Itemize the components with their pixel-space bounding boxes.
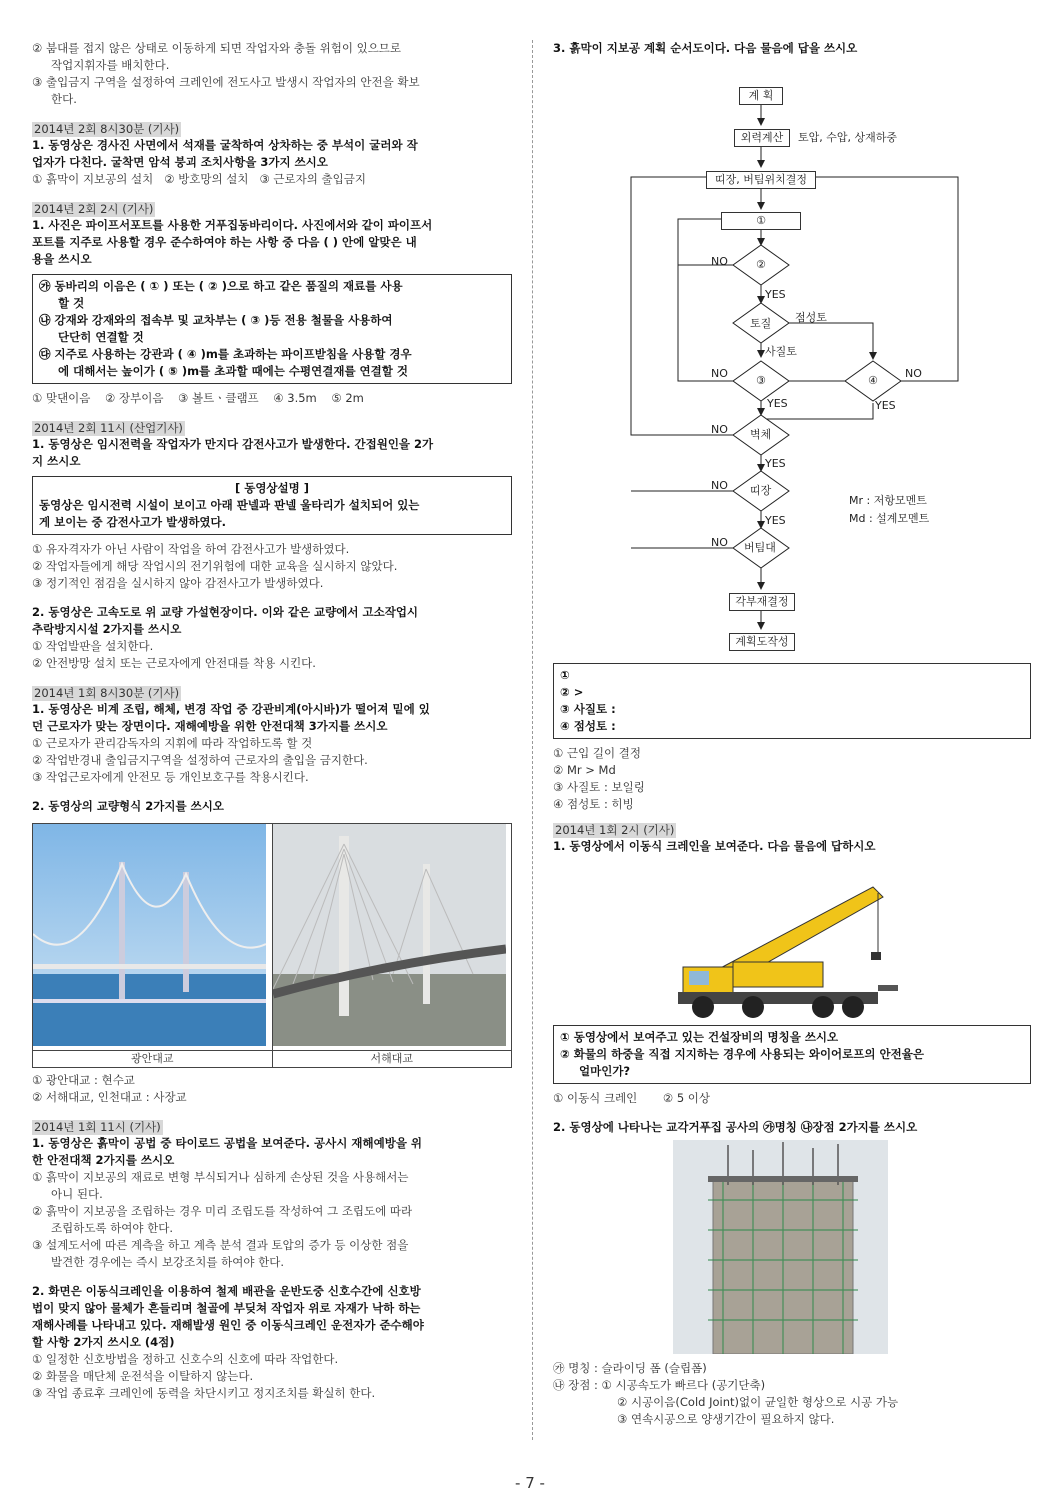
left-column [32, 40, 512, 1402]
answer-text: ① 유자격자가 아닌 사람이 작업을 하여 감전사고가 발생하였다. [32, 542, 350, 556]
answer-text: 발견한 경우에는 즉시 보강조치를 하여야 한다. [51, 1255, 285, 1269]
flow-members: 각부재결정 [729, 593, 795, 611]
flow-wale: 띠장 [750, 484, 772, 497]
slip-form-pier-image [553, 1140, 1031, 1354]
flowchart [553, 59, 1031, 651]
mobile-crane-image [553, 859, 1031, 1019]
answer-text: ② 작업자들에게 해당 작업시의 전기위험에 대한 교육을 실시하지 않았다. [32, 559, 398, 573]
flow-calc: 외력계산 [734, 129, 790, 147]
section-header: 2014년 1회 11시 (기사) [34, 1120, 161, 1134]
answer-text: ① 흙막이 지보공의 설치 ② 방호망의 설치 ③ 근로자의 출입금지 [32, 172, 366, 186]
question-text: 2. 화면은 이동식크레인을 이용하여 철제 배관을 운반도중 신호수간에 신호방 [32, 1284, 421, 1298]
flow-yes: YES [767, 397, 788, 410]
answer-text: ① 흙막이 지보공의 재료로 변형 부식되거나 심하게 손상된 것을 사용해서는 [32, 1170, 409, 1184]
question-text: 1. 동영상은 흙막이 공법 중 타이로드 공법을 보여준다. 공사시 재해예방을 위 [32, 1136, 423, 1150]
box-line: 할 것 [58, 296, 85, 310]
flow-step4: ④ [868, 374, 878, 387]
answer-text: ② 작업반경내 출입금지구역을 설정하여 근로자의 출입을 금지한다. [32, 753, 368, 767]
answer-text: ② 서해대교, 인천대교 : 사장교 [32, 1090, 187, 1104]
flow-no: NO [711, 536, 728, 549]
answer-text: ① 작업발판을 설치한다. [32, 639, 154, 653]
intro-line: ② 붐대를 접지 않은 상태로 이동하게 되면 작업자와 충돌 위험이 있으므로 [32, 41, 402, 55]
answer-text: ② 화물을 매단체 운전석을 이탈하지 않는다. [32, 1369, 254, 1383]
page-number: - 7 - [515, 1474, 545, 1492]
flow-yes: YES [765, 457, 786, 470]
box-line: 에 대해서는 높이가 ( ⑤ )m를 초과할 때에는 수평연결재를 연결할 것 [58, 364, 408, 378]
box-line: 단단히 연결할 것 [58, 330, 144, 344]
flow-yes: YES [765, 514, 786, 527]
flow-sand: 사질토 [765, 345, 797, 358]
question-text: 용을 쓰시오 [32, 252, 92, 266]
question-text: 지 쓰시오 [32, 454, 81, 468]
answer-blank-box [553, 663, 1031, 739]
description-box [32, 476, 512, 535]
flow-no: NO [711, 479, 728, 492]
answer-text: ① 이동식 크레인 ② 5 이상 [553, 1091, 711, 1105]
question-text: 재해사례를 나타내고 있다. 재해발생 원인 중 이동식크레인 운전자가 준수해야 [32, 1318, 424, 1332]
box-line: ① [560, 668, 570, 682]
answer-text: ① 광안대교 : 현수교 [32, 1073, 135, 1087]
photo-seohae [273, 824, 512, 1067]
section-header: 2014년 1회 8시30분 (기사) [34, 686, 180, 700]
box-line: ㉯ 강재와 강재와의 접속부 및 교차부는 ( ③ )등 전용 철물을 사용하여 [39, 313, 393, 327]
box-line: ① 동영상에서 보여주고 있는 건설장비의 명칭을 쓰시오 [560, 1030, 839, 1044]
suspension-bridge-image [33, 824, 266, 1046]
intro-line: 작업지휘자를 배치한다. [51, 58, 170, 72]
answer-text: ① 맞댄이음 ② 장부이음 ③ 볼트ㆍ클램프 ④ 3.5m ⑤ 2m [32, 391, 364, 405]
flow-calc-note: 토압, 수압, 상재하중 [798, 131, 897, 144]
question-text: 1. 사진은 파이프서포트를 사용한 거푸집동바리이다. 사진에서와 같이 파이프서 [32, 218, 433, 232]
question-text: 업자가 다친다. 굴착면 암석 붕괴 조치사항을 3가지 쓰시오 [32, 155, 328, 169]
question-text: 1. 동영상에서 이동식 크레인을 보여준다. 다음 물음에 답하시오 [553, 839, 876, 853]
answer-text: 조립하도록 하여야 한다. [51, 1221, 174, 1235]
answer-text: 아니 된다. [51, 1187, 103, 1201]
box-line: ㉮ 동바리의 이음은 ( ① ) 또는 ( ② )으로 하고 같은 품질의 재료를 사용 [39, 279, 403, 293]
section-header: 2014년 1회 2시 (기사) [555, 823, 675, 837]
photo-gwangan [33, 824, 273, 1067]
answer-text: ③ 정기적인 점검을 실시하지 않아 감전사고가 발생하였다. [32, 576, 324, 590]
answer-text: ① 근입 길이 결정 [553, 746, 641, 760]
intro-line: ③ 출입금지 구역을 설정하여 크레인에 전도사고 발생시 작업자의 안전을 확보 [32, 75, 420, 89]
answer-text: ㉯ 장점 : ① 시공속도가 빠르다 (공기단축) [553, 1378, 766, 1392]
answer-text: ② 안전방망 설치 또는 근로자에게 안전대를 착용 시킨다. [32, 656, 316, 670]
answer-text: ② Mr > Md [553, 763, 616, 777]
intro-line: 한다. [51, 92, 77, 106]
flow-strut: 버팀대 [744, 541, 776, 554]
question-text: 1. 동영상은 임시전력을 작업자가 만지다 감전사고가 발생한다. 간접원인을 2가 [32, 437, 434, 451]
section-header: 2014년 2회 2시 (기사) [34, 202, 154, 216]
question-text: 법이 맞지 않아 물체가 흔들리며 철골에 부딪쳐 작업자 위로 자재가 낙하 하는 [32, 1301, 421, 1315]
photo-caption: 서해대교 [273, 1050, 512, 1067]
flow-step3: ③ [756, 374, 766, 387]
answer-text: ③ 연속시공으로 양생기간이 필요하지 않다. [617, 1412, 835, 1426]
bridge-photos [32, 823, 512, 1068]
flow-clay: 점성토 [795, 311, 827, 324]
question-text: 추락방지시설 2가지를 쓰시오 [32, 622, 182, 636]
flow-soil: 토질 [750, 317, 772, 330]
column-divider [532, 40, 533, 1440]
question-text: 2. 동영상은 고속도로 위 교량 가설현장이다. 이와 같은 교량에서 고소작업시 [32, 605, 419, 619]
box-line: 얼마인가? [579, 1064, 631, 1078]
flow-yes: YES [875, 399, 896, 412]
flow-no: NO [711, 255, 728, 268]
cable-stayed-bridge-image [273, 824, 506, 1046]
question-box [553, 1025, 1031, 1084]
flow-mr-note: Mr : 저항모멘트 [849, 494, 927, 507]
box-line: ② 화물의 하중을 직접 지지하는 경우에 사용되는 와이어로프의 안전율은 [560, 1047, 924, 1061]
answer-text: ③ 사질토 : 보일링 [553, 780, 645, 794]
flow-plan: 계 획 [739, 87, 783, 105]
question-text: 포트를 지주로 사용할 경우 준수하여야 하는 사항 중 다음 ( ) 안에 알맞은 내 [32, 235, 417, 249]
question-text: 1. 동영상은 경사진 사면에서 석재를 굴착하여 상차하는 중 부석이 굴러와 작 [32, 138, 418, 152]
question-text: 던 근로자가 맞는 장면이다. 재해예방을 위한 안전대책 3가지를 쓰시오 [32, 719, 388, 733]
question-box [32, 274, 512, 384]
section-header: 2014년 2회 11시 (산업기사) [34, 421, 183, 435]
right-column [553, 40, 1031, 1428]
question-text: 한 안전대책 2가지를 쓰시오 [32, 1153, 175, 1167]
flow-no: NO [711, 367, 728, 380]
box-line: ㉰ 지주로 사용하는 강관과 ( ④ )m를 초과하는 파이프받침을 사용할 경우 [39, 347, 412, 361]
box-title: [ 동영상설명 ] [234, 481, 310, 495]
question-text: 할 사항 2가지 쓰시오 (4점) [32, 1335, 175, 1349]
flow-step2: ② [756, 258, 766, 271]
flow-drawing: 계획도작성 [729, 633, 795, 651]
section-header: 2014년 2회 8시30분 (기사) [34, 122, 180, 136]
flow-md-note: Md : 설계모멘트 [849, 512, 930, 525]
answer-text: ① 일정한 신호방법을 정하고 신호수의 신호에 따라 작업한다. [32, 1352, 339, 1366]
box-line: ③ 사질토 : [560, 702, 616, 716]
box-line: 동영상은 임시전력 시설이 보이고 아래 판넬과 판넬 울타리가 설치되어 있는 [39, 498, 420, 512]
question-text: 3. 흙막이 지보공 계획 순서도이다. 다음 물음에 답을 쓰시오 [553, 41, 858, 55]
answer-text: ③ 설계도서에 따른 계측을 하고 계측 분석 결과 토압의 증가 등 이상한 점을 [32, 1238, 409, 1252]
box-line: 게 보이는 중 감전사고가 발생하였다. [39, 515, 227, 529]
flow-wall: 벽체 [750, 428, 772, 441]
question-text: 1. 동영상은 비계 조립, 해체, 변경 작업 중 강관비계(아시바)가 떨어져 밑에 있 [32, 702, 430, 716]
flow-position: 띠장, 버팀위치결정 [706, 171, 816, 189]
flow-no: NO [711, 423, 728, 436]
question-text: 2. 동영상에 나타나는 교각거푸집 공사의 ㉮명칭 ㉯장점 2가지를 쓰시오 [553, 1120, 918, 1134]
answer-text: ③ 작업근로자에게 안전모 등 개인보호구를 착용시킨다. [32, 770, 309, 784]
flow-yes: YES [765, 288, 786, 301]
answer-text: ② 시공이음(Cold Joint)없이 균일한 형상으로 시공 가능 [617, 1395, 899, 1409]
box-line: ② > [560, 685, 584, 699]
flow-no: NO [905, 367, 922, 380]
flow-step1: ① [721, 212, 801, 230]
photo-caption: 광안대교 [33, 1050, 272, 1067]
answer-text: ① 근로자가 관리감독자의 지휘에 따라 작업하도록 할 것 [32, 736, 313, 750]
answer-text: ② 흙막이 지보공을 조립하는 경우 미리 조립도를 작성하여 그 조립도에 따라 [32, 1204, 413, 1218]
box-line: ④ 점성토 : [560, 719, 616, 733]
answer-text: ㉮ 명칭 : 슬라이딩 폼 (슬립폼) [553, 1361, 707, 1375]
question-text: 2. 동영상의 교량형식 2가지를 쓰시오 [32, 799, 224, 813]
answer-text: ④ 점성토 : 히빙 [553, 797, 634, 811]
answer-text: ③ 작업 종료후 크레인에 동력을 차단시키고 정지조치를 확실히 한다. [32, 1386, 376, 1400]
